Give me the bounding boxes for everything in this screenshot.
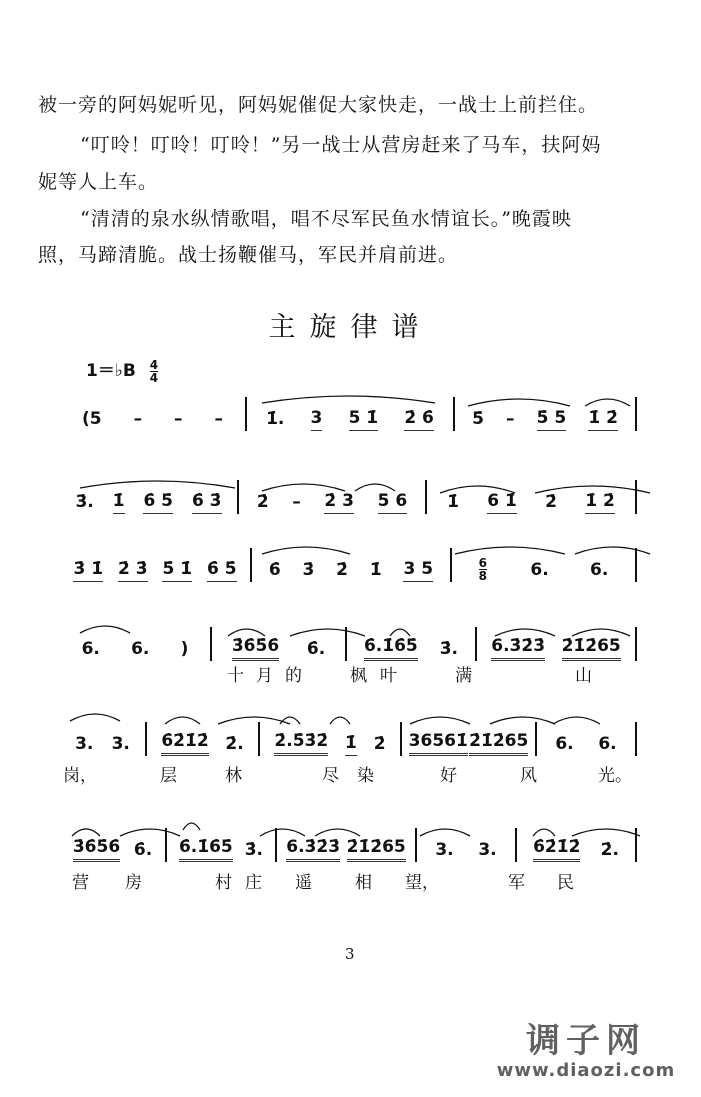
- note-group: 6.: [590, 560, 609, 580]
- note-group: 1̇ 2̇: [585, 491, 615, 514]
- score-row: [0, 828, 701, 868]
- note-group: 6̇.: [306, 639, 326, 659]
- score-title: 主旋律谱: [268, 312, 433, 343]
- measure: [60, 548, 250, 582]
- paragraph-line: “清清的泉水纵情歌唱，唱不尽军民鱼水情谊长。”晚霞映: [80, 208, 572, 230]
- note-group: 6.: [598, 734, 617, 754]
- note-group: 3̇.: [439, 639, 458, 659]
- score-row: [0, 722, 701, 762]
- key-signature: [86, 356, 158, 384]
- lyric-char: 村: [215, 873, 232, 893]
- note-group: 2̇1̇2̇65: [347, 837, 406, 862]
- note-group: 2̇ 3: [324, 491, 354, 514]
- note-group: 3̇: [302, 560, 315, 580]
- lyric-char: 房: [125, 873, 142, 893]
- note-group: 6̇2̇1̇2̇: [161, 731, 208, 756]
- slur: [70, 714, 120, 721]
- note-group: –: [506, 409, 515, 429]
- note-group: 1̇: [369, 560, 382, 580]
- note-group: 2̇: [256, 492, 269, 512]
- lyric-char: 光。: [598, 766, 632, 786]
- paragraph-line: 被一旁的阿妈妮听见，阿妈妮催促大家快走，一战士上前拦住。: [38, 94, 599, 116]
- note-group: 6̇ 5̇: [207, 559, 237, 582]
- measure: [145, 722, 258, 756]
- measure: [535, 722, 637, 756]
- note-group: 2̇.5̇3̇2̇: [274, 731, 328, 756]
- note-group: 6̇.: [133, 840, 153, 860]
- measure: [515, 828, 637, 862]
- key-label: 1＝♭B: [86, 361, 136, 381]
- watermark-logo: [486, 1022, 686, 1081]
- lyric-char: 尽: [322, 766, 339, 786]
- note-group: 2̇.: [600, 840, 619, 860]
- note-group: 6̇2̇1̇2̇: [533, 837, 580, 862]
- lyric-char: 叶: [380, 666, 397, 686]
- lyric-char: 的: [285, 666, 302, 686]
- note-group: 6̇.1̇6̇5̇: [179, 837, 233, 862]
- lyric-char: 染: [357, 766, 374, 786]
- note-group: 6.: [81, 639, 100, 659]
- paragraph-line: 照，马蹄清脆。战士扬鞭催马，军民并肩前进。: [38, 244, 459, 266]
- note-group: 2̇1̇2̇65: [469, 731, 528, 756]
- note-group: 5̇ 5: [537, 408, 567, 431]
- lyric-char: 营: [72, 873, 89, 893]
- note-group: 6.3̇2̇3̇: [491, 636, 545, 661]
- note-group: 3 5: [403, 559, 433, 582]
- note-group: 3.: [111, 734, 130, 754]
- note-group: 2̇: [336, 560, 349, 580]
- measure: [415, 828, 515, 862]
- note-group: 6̇: [268, 560, 281, 580]
- lyric-char: 风: [520, 766, 537, 786]
- watermark-name: 调子网: [526, 1021, 646, 1061]
- time-denominator: 4: [149, 370, 159, 385]
- measure: [250, 548, 450, 582]
- lyric-char: 林: [225, 766, 242, 786]
- measure: [245, 397, 453, 431]
- lyric-char: 岗，: [63, 766, 97, 786]
- note-group: 1̇: [345, 733, 357, 756]
- measure: [60, 828, 165, 862]
- lyric-char: 相: [355, 873, 372, 893]
- score-row: [0, 397, 701, 437]
- note-group: 6̇.1̇6̇5̇: [364, 636, 418, 661]
- measure: [165, 828, 275, 862]
- note-group: 3.: [435, 840, 454, 860]
- time-signature: [150, 359, 158, 384]
- note-group: –: [174, 409, 183, 429]
- note-group: –: [292, 492, 301, 512]
- measure: [475, 627, 637, 661]
- note-group: 36561̇: [409, 731, 468, 756]
- measure: [453, 397, 637, 431]
- measure: [237, 480, 425, 514]
- measure: [258, 722, 400, 756]
- lyric-char: 庄: [245, 873, 262, 893]
- measure: [210, 627, 345, 661]
- note-group: 3̇ 1̇: [73, 559, 103, 582]
- note-group: 1̇: [447, 492, 459, 512]
- score-row: [0, 480, 701, 520]
- time-numerator: 4: [149, 357, 159, 372]
- note-group: 6.: [530, 560, 549, 580]
- measure: [60, 397, 245, 431]
- note-group: 3.: [75, 734, 94, 754]
- lyric-char: 枫: [350, 666, 367, 686]
- lyric-char: 山: [575, 666, 592, 686]
- page-number: 3: [345, 945, 355, 963]
- measure: [60, 480, 237, 514]
- note-group: 3̇.: [244, 840, 263, 860]
- measure: [400, 722, 535, 756]
- measure: [425, 480, 637, 514]
- note-group: 5̇: [472, 409, 484, 429]
- watermark-url: www.diaozi.com: [496, 1060, 676, 1081]
- note-group: 2̇.: [225, 734, 244, 754]
- measure: [60, 627, 210, 661]
- measure: [345, 627, 475, 661]
- lyric-char: 军: [508, 873, 525, 893]
- lyric-char: 月: [256, 666, 273, 686]
- lyric-char: 民: [557, 873, 574, 893]
- note-group: 5 1̇: [349, 408, 379, 431]
- note-group: 3.: [478, 840, 497, 860]
- note-group: 2̇ 3̇: [118, 559, 148, 582]
- note-group: 6̇ 3̇: [192, 491, 222, 514]
- note-group: 1̇: [113, 491, 125, 514]
- time-signature: 6 8: [478, 556, 488, 583]
- score-row: [0, 548, 701, 588]
- lyric-char: 十: [227, 666, 244, 686]
- measure: [450, 548, 637, 582]
- lyric-char: 满: [455, 666, 472, 686]
- note-group: 2̇ 6̇: [404, 408, 434, 431]
- note-group: 6.: [555, 734, 574, 754]
- measure: [275, 828, 415, 862]
- paragraph-line: 妮等人上车。: [38, 171, 159, 193]
- note-group: 2̇: [373, 734, 386, 754]
- note-group: 3̇.: [75, 492, 94, 512]
- note-group: 6 1̇: [487, 491, 517, 514]
- note-group: 3̇6̇5̇6̇: [73, 837, 120, 862]
- note-group: 2̇: [545, 492, 557, 512]
- lyric-char: 望，: [405, 873, 439, 893]
- note-group: (5: [81, 409, 102, 429]
- lyric-char: 层: [160, 766, 177, 786]
- note-group: ): [180, 639, 189, 659]
- note-group: –: [214, 409, 223, 429]
- note-group: –: [133, 409, 143, 429]
- note-group: 6̇ 5̇: [143, 491, 173, 514]
- note-group: 2̇1̇2̇65: [562, 636, 621, 661]
- note-group: 1̇ 2̇: [588, 408, 618, 431]
- note-group: 1̇.: [266, 409, 285, 429]
- note-group: 3: [311, 408, 323, 431]
- lyric-char: 遥: [295, 873, 312, 893]
- note-group: 5̇ 1̇: [162, 559, 192, 582]
- lyric-char: 好: [440, 766, 457, 786]
- note-group: 6.: [131, 639, 150, 659]
- paragraph-line: “叮呤！叮呤！叮呤！”另一战士从营房赶来了马车，扶阿妈: [80, 134, 602, 156]
- note-group: 6.3̇2̇3̇: [286, 837, 340, 862]
- measure: [60, 722, 145, 756]
- note-group: 3̇6̇5̇6̇: [232, 636, 279, 661]
- note-group: 5 6: [378, 491, 408, 514]
